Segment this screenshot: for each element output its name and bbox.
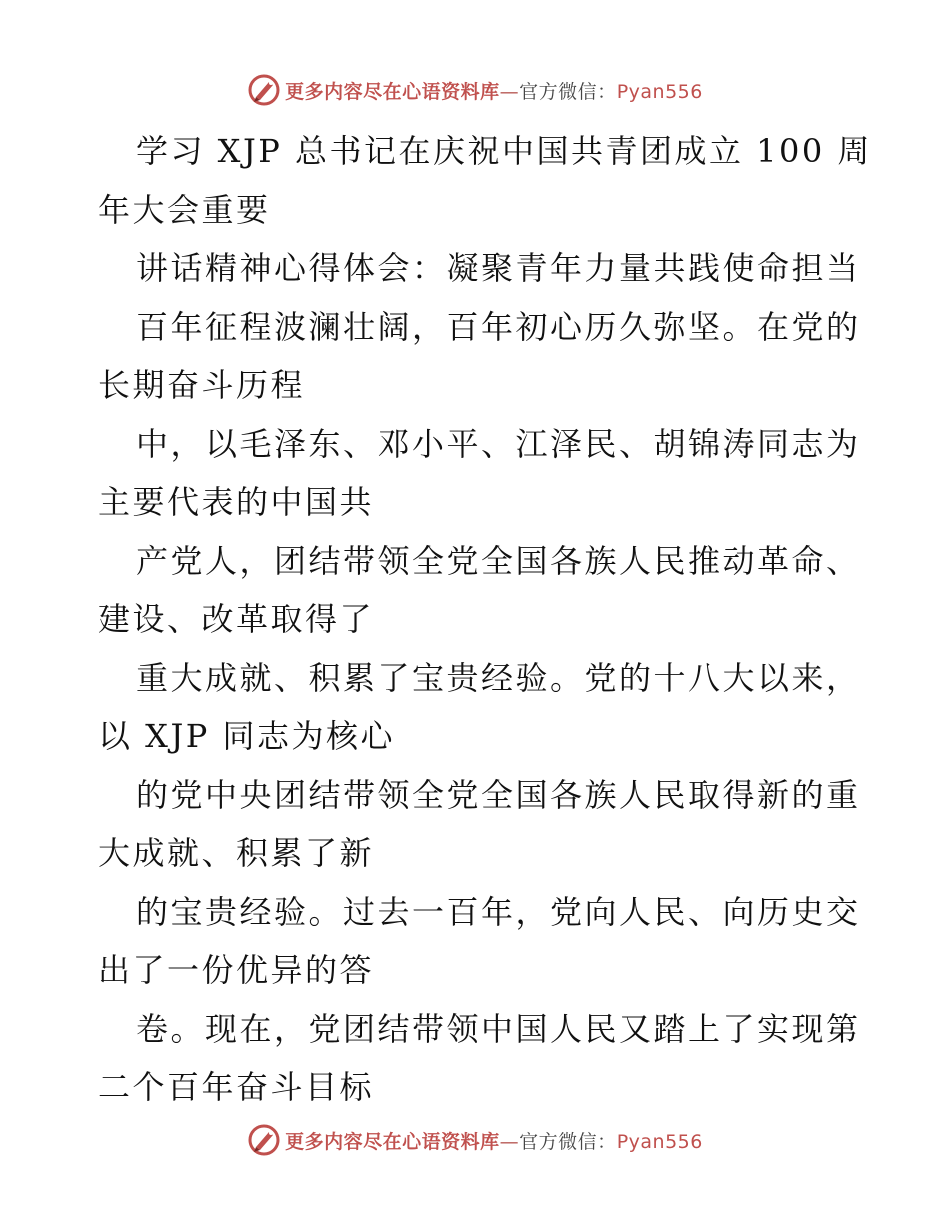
text-line: 的党中央团结带领全党全国各族人民取得新的重	[136, 775, 861, 814]
banner-wechat-id: Pyan556	[616, 80, 703, 103]
text-line: 产党人，团结带领全党全国各族人民推动革命、	[136, 541, 861, 580]
banner-wechat-id: Pyan556	[616, 1130, 703, 1153]
banner-text	[285, 77, 703, 104]
document-body	[98, 122, 872, 1117]
banner-sub-text: 官方微信：	[519, 80, 617, 103]
text-line: 重大成就、积累了宝贵经验。党的十八大以来，	[136, 658, 861, 697]
text-line: 年大会重要	[98, 190, 271, 229]
text-line: 的宝贵经验。过去一百年，党向人民、向历史交	[136, 892, 861, 931]
banner-separator: —	[499, 80, 520, 103]
text-line: 二个百年奋斗目标	[98, 1068, 375, 1106]
text-line: 建设、改革取得了	[98, 600, 375, 638]
text-line: 百年征程波澜壮阔，百年初心历久弥坚。在党的	[136, 307, 861, 346]
text-line: 讲话精神心得体会：凝聚青年力量共践使命担当	[136, 249, 861, 287]
text-line: 出了一份优异的答	[98, 951, 375, 989]
text-line: 卷。现在，党团结带领中国人民又踏上了实现第	[136, 1009, 861, 1048]
text-line: 学习 XJP 总书记在庆祝中国共青团成立 100 周	[136, 132, 872, 170]
text-line: 大成就、积累了新	[98, 834, 375, 872]
text-line: 以 XJP 同志为核心	[98, 717, 395, 755]
pen-logo-icon	[247, 1123, 281, 1157]
pen-logo-icon	[247, 73, 281, 107]
footer-banner	[0, 1120, 950, 1160]
banner-text	[285, 1127, 703, 1154]
banner-main-text: 更多内容尽在心语资料库	[285, 1130, 500, 1153]
text-line: 主要代表的中国共	[98, 483, 375, 521]
banner-sub-text: 官方微信：	[519, 1130, 617, 1153]
banner-main-text: 更多内容尽在心语资料库	[285, 80, 500, 103]
text-line: 长期奋斗历程	[98, 366, 306, 404]
banner-separator: —	[499, 1130, 520, 1153]
text-line: 中，以毛泽东、邓小平、江泽民、胡锦涛同志为	[136, 424, 861, 463]
header-banner	[0, 70, 950, 110]
